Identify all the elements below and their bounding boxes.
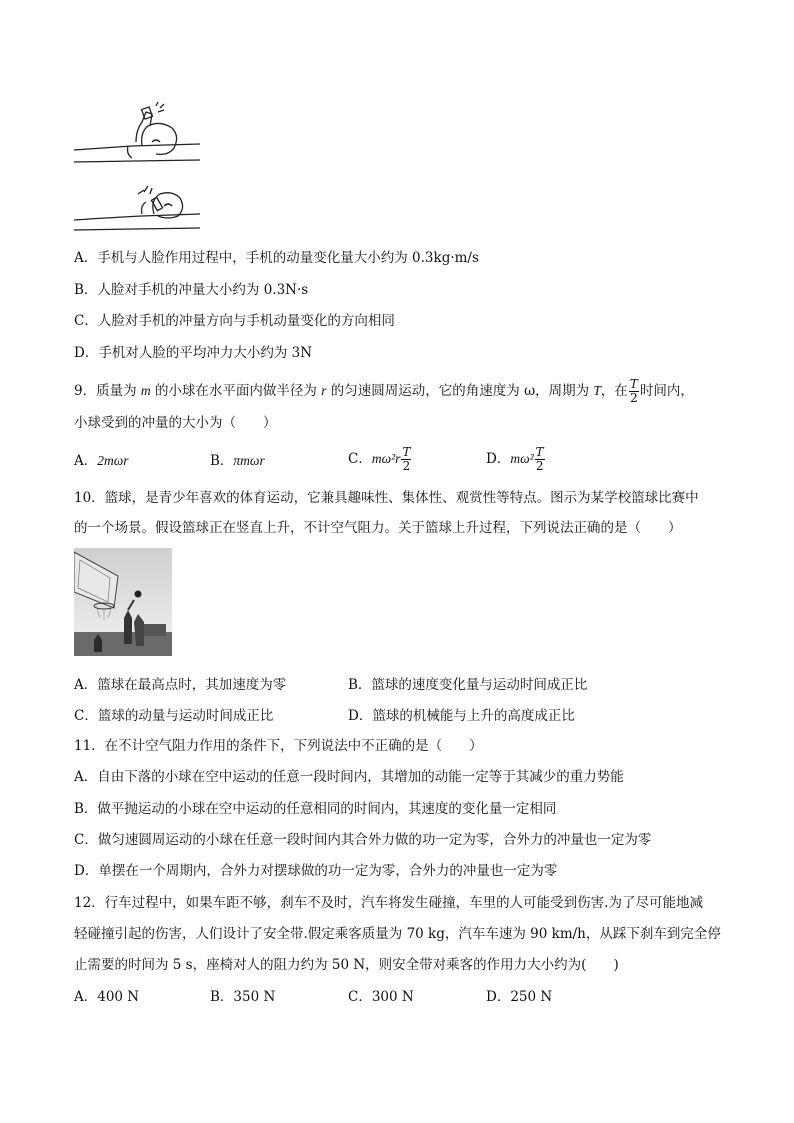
q9-option-a: A．2mωr [74, 453, 129, 469]
q11-stem: 11．在不计空气阻力作用的条件下，下列说法中不正确的是（ ） [74, 738, 483, 754]
q10-option-d: D．篮球的机械能与上升的高度成正比 [348, 708, 575, 724]
q9-stem-line1: 9．质量为 m 的小球在水平面内做半径为 r 的匀速圆周运动，它的角速度为 ω，周期为 T，在 $\frac{T}{2}$ 时间内， [74, 377, 694, 405]
q8-option-d: D．手机对人脸的平均冲力大小约为 3N [74, 345, 313, 361]
q8-option-b: B．人脸对手机的冲量大小约为 0.3N·s [74, 282, 309, 298]
phone-drop-figure [72, 102, 204, 234]
q9-option-b: B．πmωr [210, 453, 265, 469]
q12-stem-line3: 止需要的时间为 5 s，座椅对人的阻力约为 50 N，则安全带对乘客的作用力大小约为( ) [74, 957, 619, 973]
q9-option-d: D．mω² $\frac{T}{2}$ [486, 445, 544, 473]
q12-option-c: C．300 N [348, 989, 414, 1005]
q10-option-c: C．篮球的动量与运动时间成正比 [74, 708, 274, 724]
basketball-photo [74, 548, 172, 656]
q8-option-a: A．手机与人脸作用过程中，手机的动量变化量大小约为 0.3kg·m/s [74, 250, 479, 266]
q10-option-b: B．篮球的速度变化量与运动时间成正比 [348, 677, 588, 693]
q11-option-b: B．做平抛运动的小球在空中运动的任意相同的时间内，其速度的变化量一定相同 [74, 801, 557, 817]
sketch-phone-above-face [74, 102, 200, 162]
q11-option-a: A．自由下落的小球在空中运动的任意一段时间内，其增加的动能一定等于其减少的重力势能 [74, 769, 624, 785]
q10-stem-line2: 的一个场景。假设篮球正在竖直上升，不计空气阻力。关于篮球上升过程，下列说法正确的是（ ） [74, 520, 682, 536]
q11-option-d: D．单摆在一个周期内，合外力对摆球做的功一定为零，合外力的冲量也一定为零 [74, 863, 558, 879]
q12-option-b: B．350 N [210, 989, 276, 1005]
q12-stem-line1: 12．行车过程中，如果车距不够，刹车不及时，汽车将发生碰撞，车里的人可能受到伤害.为了尽可能地减 [74, 895, 703, 911]
q9-option-c: C．mω²r $\frac{T}{2}$ [348, 445, 411, 473]
var-m: m [140, 383, 151, 398]
fraction-T-over-2: $\frac{T}{2}$ [629, 377, 638, 405]
q8-option-c: C．人脸对手机的冲量方向与手机动量变化的方向相同 [74, 313, 395, 329]
q11-option-c: C．做匀速圆周运动的小球在任意一段时间内其合外力做的功一定为零，合外力的冲量也一定为零 [74, 832, 652, 848]
q12-option-d: D．250 N [486, 989, 553, 1005]
var-r: r [321, 383, 327, 398]
q12-stem-line2: 轻碰撞引起的伤害，人们设计了安全带.假定乘客质量为 70 kg，汽车车速为 90 km/h，从踩下刹车到完全停 [74, 926, 721, 942]
q12-option-a: A．400 N [74, 989, 140, 1005]
q10-stem-line1: 10．篮球，是青少年喜欢的体育运动，它兼具趣味性、集体性、观赏性等特点。图示为某学校篮球比赛中 [74, 490, 699, 506]
q10-option-a: A．篮球在最高点时，其加速度为零 [74, 677, 287, 693]
var-T: T [593, 383, 601, 398]
sketch-phone-on-face [74, 186, 200, 230]
q9-stem-line2: 小球受到的冲量的大小为（ ） [74, 415, 277, 431]
